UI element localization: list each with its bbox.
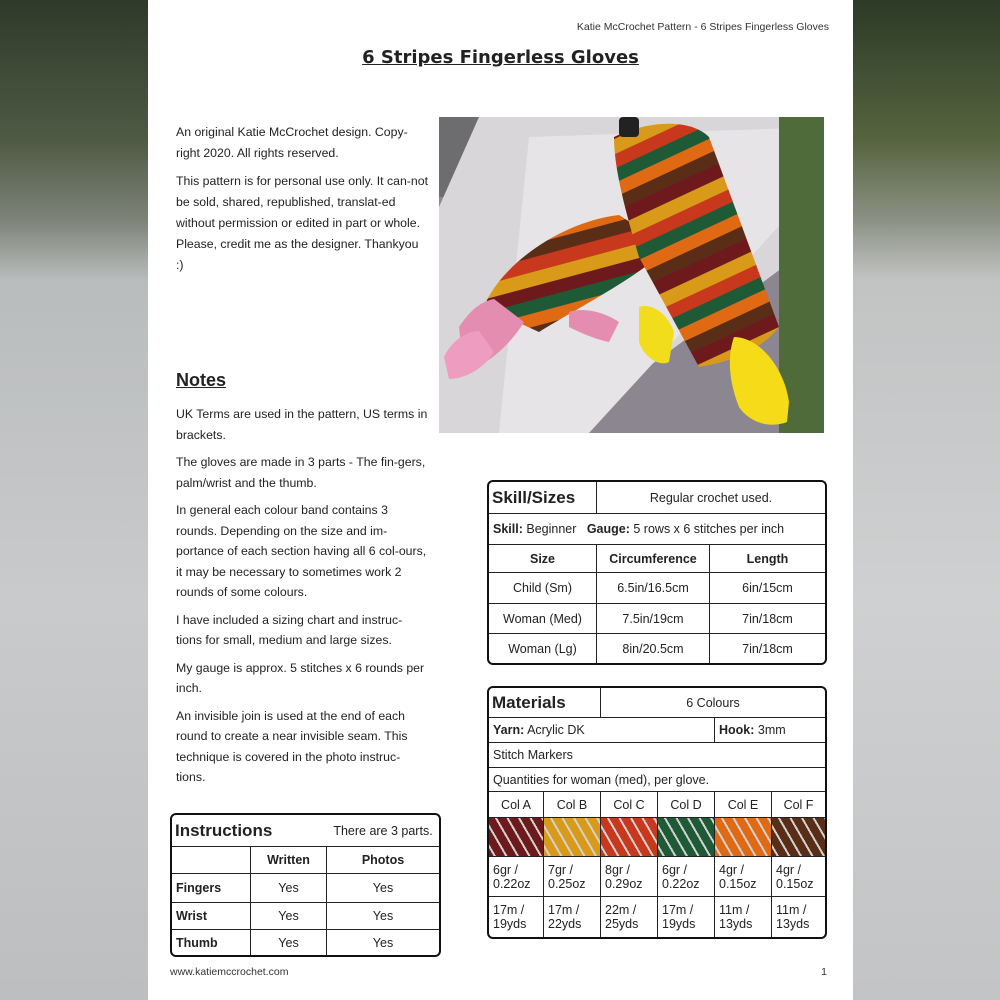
colour-column-header: Col D [658, 792, 715, 818]
table-row [489, 604, 825, 634]
instructions-table [170, 813, 441, 957]
weight-cell: 6gr / 0.22oz [489, 857, 544, 897]
materials-heading: Materials [489, 688, 601, 718]
materials-table [487, 686, 827, 939]
circumference-cell: 8in/20.5cm [597, 634, 710, 663]
instructions-heading: Instructions [172, 815, 327, 847]
part-name: Fingers [172, 874, 251, 903]
length-cell: 17m / 22yds [544, 897, 601, 937]
instructions-note: There are 3 parts. [327, 815, 439, 847]
length-cell: 22m / 25yds [601, 897, 658, 937]
written-cell: Yes [251, 874, 327, 903]
stitch-markers: Stitch Markers [489, 743, 825, 768]
length-cell: 7in/18cm [742, 641, 793, 656]
hook-label: Hook: [719, 723, 755, 737]
photos-cell: Yes [372, 935, 394, 950]
yarn-swatch [544, 818, 601, 857]
notes-paragraph: UK Terms are used in the pattern, US terms in brackets. [176, 407, 428, 442]
table-row [172, 874, 439, 903]
colour-column-header: Col B [544, 792, 601, 818]
column-header-written: Written [251, 847, 327, 874]
gloves-photo [439, 117, 824, 433]
table-row [489, 573, 825, 604]
column-header-length: Length [710, 545, 825, 573]
size-cell: Woman (Lg) [489, 634, 597, 663]
gauge-label: Gauge: [586, 522, 630, 536]
running-header: Katie McCrochet Pattern - 6 Stripes Fingerless Gloves [576, 21, 829, 33]
hook-cell [715, 718, 825, 743]
weight-cell: 6gr / 0.22oz [658, 857, 715, 897]
skill-sizes-table [487, 480, 827, 665]
skill-gauge-row [489, 514, 825, 545]
part-name: Wrist [172, 903, 251, 930]
usage-paragraph: This pattern is for personal use only. It can-not be sold, shared, republished, translat-ed without permission or edited in part or whole. Please, credit me as the designer. Thankyou :) [176, 174, 428, 272]
weights-row [489, 857, 825, 897]
intro-text [176, 122, 428, 283]
length-cell: 11m / 13yds [715, 897, 772, 937]
skill-label: Skill: [493, 522, 523, 536]
yarn-swatch [489, 818, 544, 857]
skill-value: Beginner [526, 522, 577, 536]
table-row [172, 903, 439, 930]
pattern-page [148, 0, 853, 1000]
length-cell: 6in/15cm [710, 573, 825, 604]
notes-heading: Notes [176, 370, 227, 390]
notes-text [176, 404, 428, 795]
yarn-swatch [658, 818, 715, 857]
yarn-cell [489, 718, 715, 743]
colour-column-header: Col F [772, 792, 825, 818]
circumference-cell: 6.5in/16.5cm [597, 573, 710, 604]
gauge-value: 5 rows x 6 stitches per inch [633, 522, 785, 536]
size-cell: Woman (Med) [489, 604, 597, 634]
crochet-note: Regular crochet used. [597, 482, 825, 514]
yarn-swatch [601, 818, 658, 857]
notes-paragraph: My gauge is approx. 5 stitches x 6 rounds per inch. [176, 660, 425, 695]
page-number: 1 [821, 966, 827, 978]
yarn-swatch [715, 818, 772, 857]
notes-paragraph: An invisible join is used at the end of each round to create a near invisible seam. This technique is covered in the photo instruc-tions. [176, 708, 408, 784]
photos-cell: Yes [327, 903, 439, 930]
website-url[interactable]: www.katiemccrochet.com [170, 966, 289, 978]
page-title: 6 Stripes Fingerless Gloves [362, 47, 639, 68]
photos-cell: Yes [327, 874, 439, 903]
background-left [0, 0, 148, 1000]
weight-cell: 7gr / 0.25oz [544, 857, 601, 897]
colour-column-header: Col C [601, 792, 658, 818]
table-row [489, 634, 825, 663]
weight-cell: 4gr / 0.15oz [715, 857, 772, 897]
circumference-cell: 7.5in/19cm [597, 604, 710, 634]
quantities-note: Quantities for woman (med), per glove. [489, 768, 825, 792]
colour-column-header: Col A [489, 792, 544, 818]
hook-value: 3mm [757, 723, 786, 737]
column-header-circumference: Circumference [597, 545, 710, 573]
yarn-value: Acrylic DK [527, 723, 585, 737]
blank-header [172, 847, 251, 874]
length-cell: 7in/18cm [710, 604, 825, 634]
copyright-paragraph: An original Katie McCrochet design. Copy-right 2020. All rights reserved. [176, 125, 408, 160]
colour-count: 6 Colours [601, 688, 825, 718]
column-header-size: Size [489, 545, 597, 573]
written-cell: Yes [251, 903, 327, 930]
length-cell: 17m / 19yds [489, 897, 544, 937]
colour-column-header: Col E [715, 792, 772, 818]
column-header-photos: Photos [327, 847, 439, 874]
weight-cell: 8gr / 0.29oz [601, 857, 658, 897]
size-cell: Child (Sm) [489, 573, 597, 604]
lengths-row [489, 897, 825, 937]
notes-paragraph: In general each colour band contains 3 rounds. Depending on the size and im-portance of each section having all 6 col-ours, it may be necessary to sometimes work 2 rounds of some colours. [176, 503, 427, 599]
length-cell: 11m / 13yds [776, 903, 810, 931]
weight-cell: 4gr / 0.15oz [772, 857, 825, 897]
written-cell: Yes [251, 930, 327, 955]
length-cell: 17m / 19yds [658, 897, 715, 937]
part-name: Thumb [172, 930, 251, 955]
background-right [853, 0, 1000, 1000]
notes-paragraph: The gloves are made in 3 parts - The fin-gers, palm/wrist and the thumb. [176, 455, 426, 490]
yarn-swatch [772, 818, 825, 857]
notes-paragraph: I have included a sizing chart and instruc-tions for small, medium and large sizes. [176, 612, 403, 647]
skill-sizes-heading: Skill/Sizes [489, 482, 597, 514]
table-row [172, 930, 439, 955]
yarn-label: Yarn: [493, 723, 525, 737]
